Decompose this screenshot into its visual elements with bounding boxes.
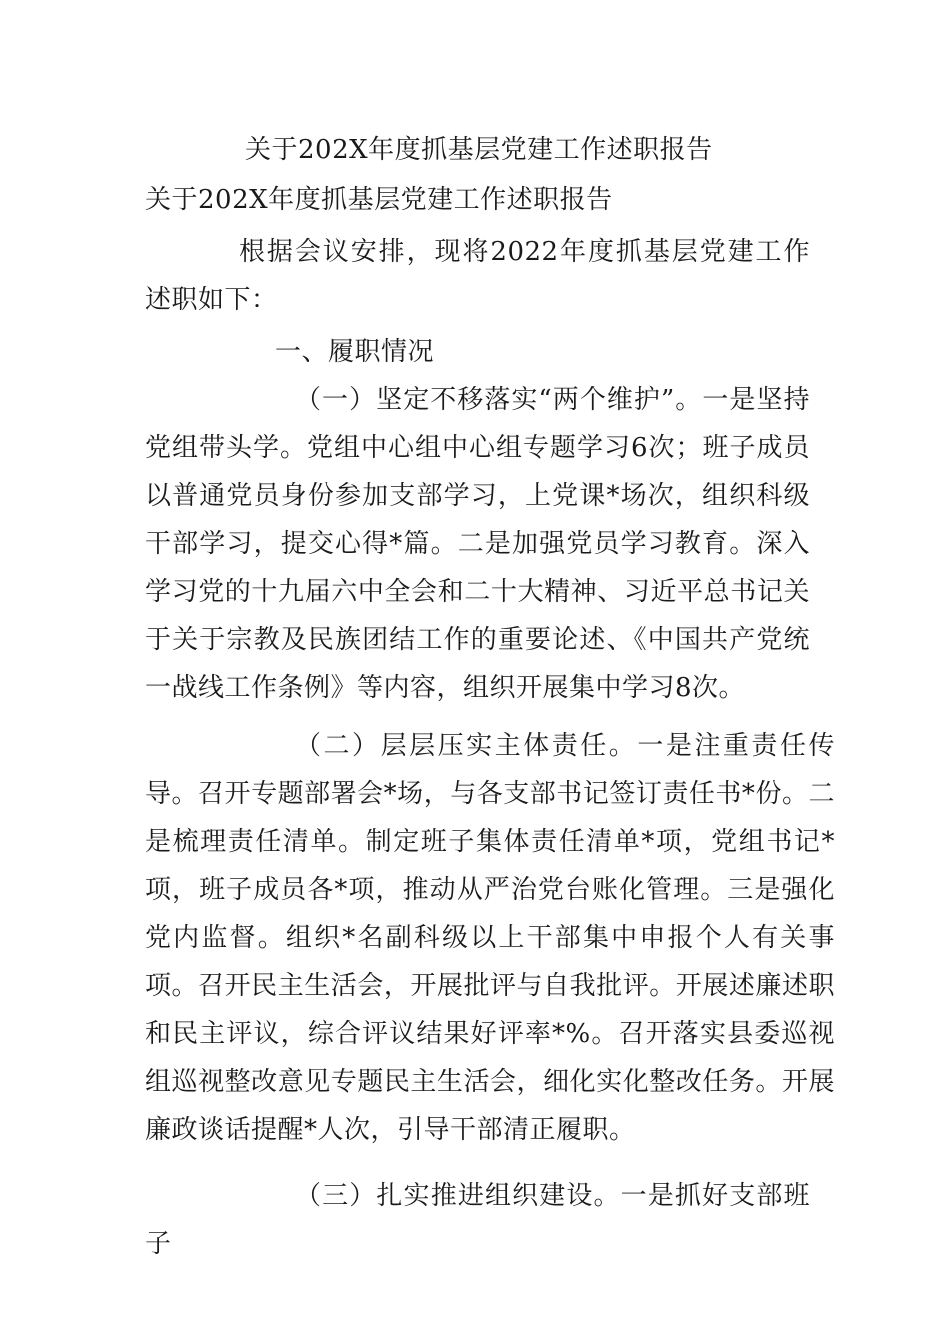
paragraph-two: （二）层层压实主体责任。一是注重责任传导。召开专题部署会*场，与各支部书记签订责任书*份。二是梳理责任清单。制定班子集体责任清单*项，党组书记*项，班子成员各*项，推动从严治党台账化管理。三是强化党内监督。组织*名副科级以上干部集中申报个人有关事项。召开民主生活会，开展批评与自我批评。开展述廉述职和民主评议，综合评议结果好评率*%。召开落实县委巡视组巡视整改意见专题民主生活会，细化实化整改任务。开展廉政谈话提醒*人次，引导干部清正履职。 xyxy=(145,731,835,1145)
section-heading: 一、履职情况 xyxy=(275,337,435,367)
paragraph-three: （三）扎实推进组织建设。一是抓好支部班子 xyxy=(145,1181,810,1259)
document-subtitle: 关于202X年度抓基层党建工作述职报告 xyxy=(145,185,613,215)
document-title: 关于202X年度抓基层党建工作述职报告 xyxy=(245,135,713,165)
intro-paragraph: 根据会议安排，现将2022年度抓基层党建工作述职如下： xyxy=(145,237,810,315)
paragraph-one: （一）坚定不移落实“两个维护”。一是坚持党组带头学。党组中心组中心组专题学习6次；班子成员以普通党员身份参加支部学习，上党课*场次，组织科级干部学习，提交心得*篇。二是加强党员学习教育。深入学习党的十九届六中全会和二十大精神、习近平总书记关于关于宗教及民族团结工作的重要论述、《中国共产党统一战线工作条例》等内容，组织开展集中学习8次。 xyxy=(145,385,810,703)
